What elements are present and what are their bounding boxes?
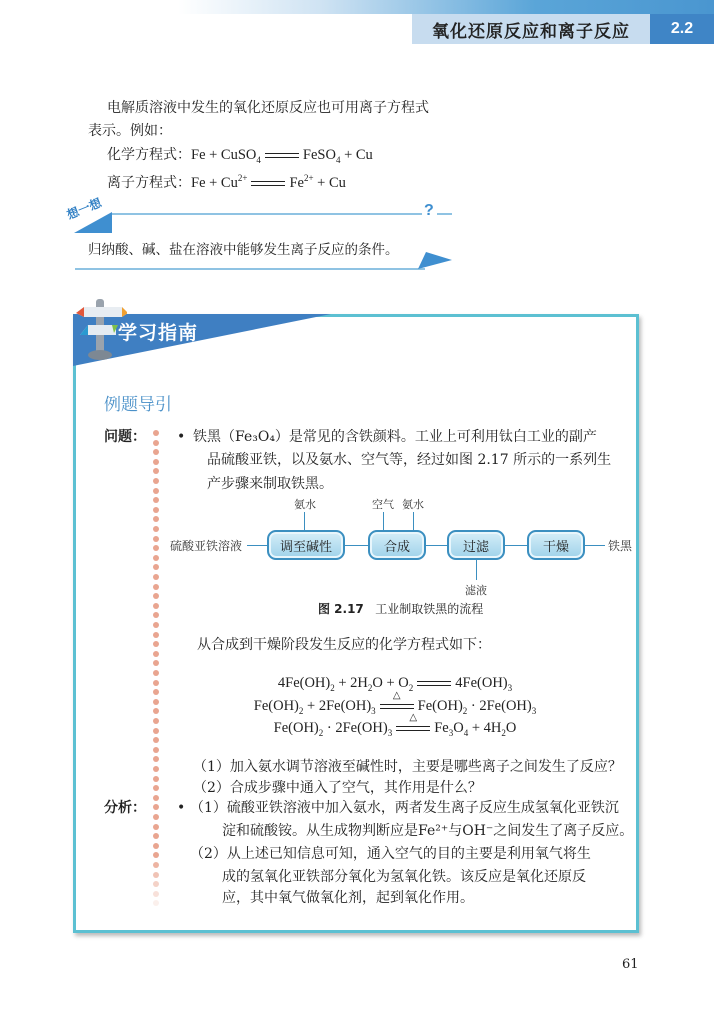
equals-sign [417, 679, 451, 689]
question-line: 产步骤来制取铁黑。 [207, 476, 333, 492]
subscript: 3 [507, 682, 513, 693]
formula-text: FeSO [302, 147, 336, 163]
formula-text: + 2H [334, 675, 368, 691]
intro-line-2: 表示。例如： [88, 123, 172, 139]
subscript: 4 [335, 154, 341, 165]
flow-add-ammonia: 氨水 [294, 498, 316, 511]
supscript: 2+ [237, 173, 248, 183]
flow-input: 硫酸亚铁溶液 [170, 539, 243, 553]
formula-text: · 2Fe(OH) [467, 698, 532, 714]
formula-text: O [453, 720, 464, 736]
divider-dot [153, 814, 159, 820]
formula-text: 4Fe(OH) [455, 675, 508, 691]
flow-filtrate: 滤液 [465, 584, 487, 597]
divider-dot [153, 795, 159, 801]
answer-2-line: （2）从上述已知信息可知，通入空气的目的主要是利用氧气将生 [190, 846, 591, 862]
divider-dot [153, 536, 159, 542]
equation-intro: 从合成到干燥阶段发生反应的化学方程式如下： [197, 637, 491, 653]
subscript: 3 [448, 727, 454, 738]
think-bottom-line [75, 268, 425, 270]
formula-text: Fe(OH) [273, 720, 319, 736]
divider-dot [153, 632, 159, 638]
subscript: 2 [408, 682, 414, 693]
flow-arrow [476, 560, 477, 580]
question-label: 问题： [104, 429, 146, 445]
formula-text: O + O [372, 675, 409, 691]
flow-step: 调至碱性 [267, 530, 345, 560]
sub-question-1: （1）加入氨水调节溶液至碱性时，主要是哪些离子之间发生了反应？ [193, 759, 622, 775]
divider-dot [153, 824, 159, 830]
equation-2 [0, 689, 714, 716]
formula-text: Fe [289, 174, 304, 191]
page-number: 61 [622, 957, 639, 972]
flow-arrow [505, 545, 527, 546]
equals-sign [396, 711, 430, 734]
figure-caption-text: 工业制取铁黑的流程 [375, 602, 484, 616]
subscript: 2 [298, 705, 304, 716]
answer-1-line: （1）硫酸亚铁溶液中加入氨水，两者发生离子反应生成氢氧化亚铁沉 [190, 800, 619, 816]
divider-dot [153, 440, 159, 446]
divider-dot [153, 891, 159, 897]
divider-dot [153, 526, 159, 532]
divider-dot [153, 488, 159, 494]
equation-formula [253, 689, 537, 716]
think-text: 归纳酸、碱、盐在溶液中能够发生离子反应的条件。 [88, 242, 399, 258]
answer-1-line: 淀和硫酸铵。从生成物判断应是Fe²⁺与OH⁻之间发生了离子反应。 [222, 823, 634, 839]
flow-arrow [413, 512, 414, 530]
question-line: 品硫酸亚铁，以及氨水、空气等，经过如图 2.17 所示的一系列生 [207, 452, 612, 468]
divider-dot [153, 843, 159, 849]
flow-arrow [345, 545, 368, 546]
flow-arrow [304, 512, 305, 530]
subscript: 3 [371, 705, 376, 716]
supscript: 2+ [303, 173, 314, 183]
subscript: 2 [318, 727, 324, 738]
answer-2-line: 成的氢氧化亚铁部分氧化为氢氧化铁。该反应是氧化还原反 [222, 869, 586, 885]
formula-text: + Cu [340, 147, 373, 163]
guide-subtitle: 例题导引 [104, 395, 172, 415]
chem-label: 化学方程式： [107, 147, 191, 163]
flow-arrow [426, 545, 447, 546]
formula-text: Fe [434, 720, 449, 736]
divider-dot [153, 651, 159, 657]
formula-text: Fe(OH) [253, 698, 299, 714]
equals-sign [380, 689, 414, 712]
divider-dot [153, 622, 159, 628]
subscript: 2 [367, 682, 373, 693]
subscript: 2 [330, 682, 335, 693]
divider-dot [153, 747, 159, 753]
flow-arrow [585, 545, 605, 546]
subscript: 2 [501, 727, 506, 738]
bullet: • [177, 800, 186, 816]
subscript: 2 [462, 705, 468, 716]
think-triangle-icon [74, 212, 114, 234]
equals-sign [265, 151, 299, 161]
equation-formula [273, 711, 517, 738]
divider-dot [153, 584, 159, 590]
flow-step: 过滤 [447, 530, 505, 560]
heat-symbol: △ [392, 689, 401, 701]
formula-text: + Cu [313, 174, 346, 191]
question-mark-icon: ? [424, 202, 434, 219]
think-badge: 想一想 [64, 195, 104, 223]
chem-equation-row [107, 145, 373, 170]
think-top-line [112, 213, 422, 215]
analysis-label: 分析： [104, 800, 146, 816]
question-line: 铁黑（Fe₃O₄）是常见的含铁颜料。工业上可利用钛白工业的副产 [193, 429, 597, 445]
section-number: 2.2 [650, 14, 714, 44]
formula-text: O [505, 720, 517, 736]
divider-dot [153, 507, 159, 513]
flow-add-air: 空气 [372, 498, 394, 511]
divider-dot [153, 574, 159, 580]
subscript: 3 [387, 727, 393, 738]
subscript: 4 [256, 154, 261, 165]
formula-text: Fe + CuSO [191, 147, 257, 163]
flow-arrow [247, 545, 267, 546]
divider-dot [153, 478, 159, 484]
formula-text: + 2Fe(OH) [303, 698, 372, 714]
equation-3 [0, 711, 714, 738]
figure-caption [318, 600, 483, 617]
flow-output: 铁黑 [608, 539, 633, 553]
divider-dot [153, 459, 159, 465]
figure-number: 图 2.17 [318, 602, 364, 616]
heat-symbol: △ [409, 711, 418, 723]
ion-equation-row [107, 168, 346, 193]
think-top-line-end [437, 213, 452, 215]
formula-text: 4Fe(OH) [277, 675, 331, 691]
equation-1 [0, 675, 714, 693]
formula-text: + 4H [468, 720, 502, 736]
divider-dot [153, 776, 159, 782]
bullet: • [177, 429, 186, 445]
flow-add-ammonia-2: 氨水 [402, 498, 424, 511]
flow-step: 合成 [368, 530, 426, 560]
subscript: 3 [531, 705, 537, 716]
divider-dot [153, 555, 159, 561]
formula-text: · 2Fe(OH) [323, 720, 388, 736]
equals-sign [251, 179, 285, 189]
formula-text: Fe(OH) [417, 698, 463, 714]
answer-2-line: 应，其中氧气做氧化剂，起到氧化作用。 [222, 890, 474, 906]
section-title: 氧化还原反应和离子反应 [412, 14, 650, 44]
divider-dot [153, 430, 159, 436]
divider-dot [153, 766, 159, 772]
divider-dot [153, 862, 159, 868]
ion-equation [191, 175, 346, 191]
intro-line-1: 电解质溶液中发生的氧化还原反应也可用离子方程式 [107, 100, 429, 116]
flow-step: 干燥 [527, 530, 585, 560]
think-arrow-icon [418, 252, 454, 270]
divider-dot [153, 872, 159, 878]
flow-arrow [383, 512, 384, 530]
formula-text: Fe + Cu [191, 174, 238, 191]
guide-title: 学习指南 [118, 322, 199, 344]
ion-label: 离子方程式： [107, 174, 191, 191]
sub-question-2: （2）合成步骤中通入了空气，其作用是什么？ [193, 780, 482, 796]
subscript: 4 [463, 727, 469, 738]
equation-formula [278, 675, 512, 691]
chem-equation [191, 147, 373, 163]
top-banner [0, 0, 714, 14]
divider-dot [153, 603, 159, 609]
